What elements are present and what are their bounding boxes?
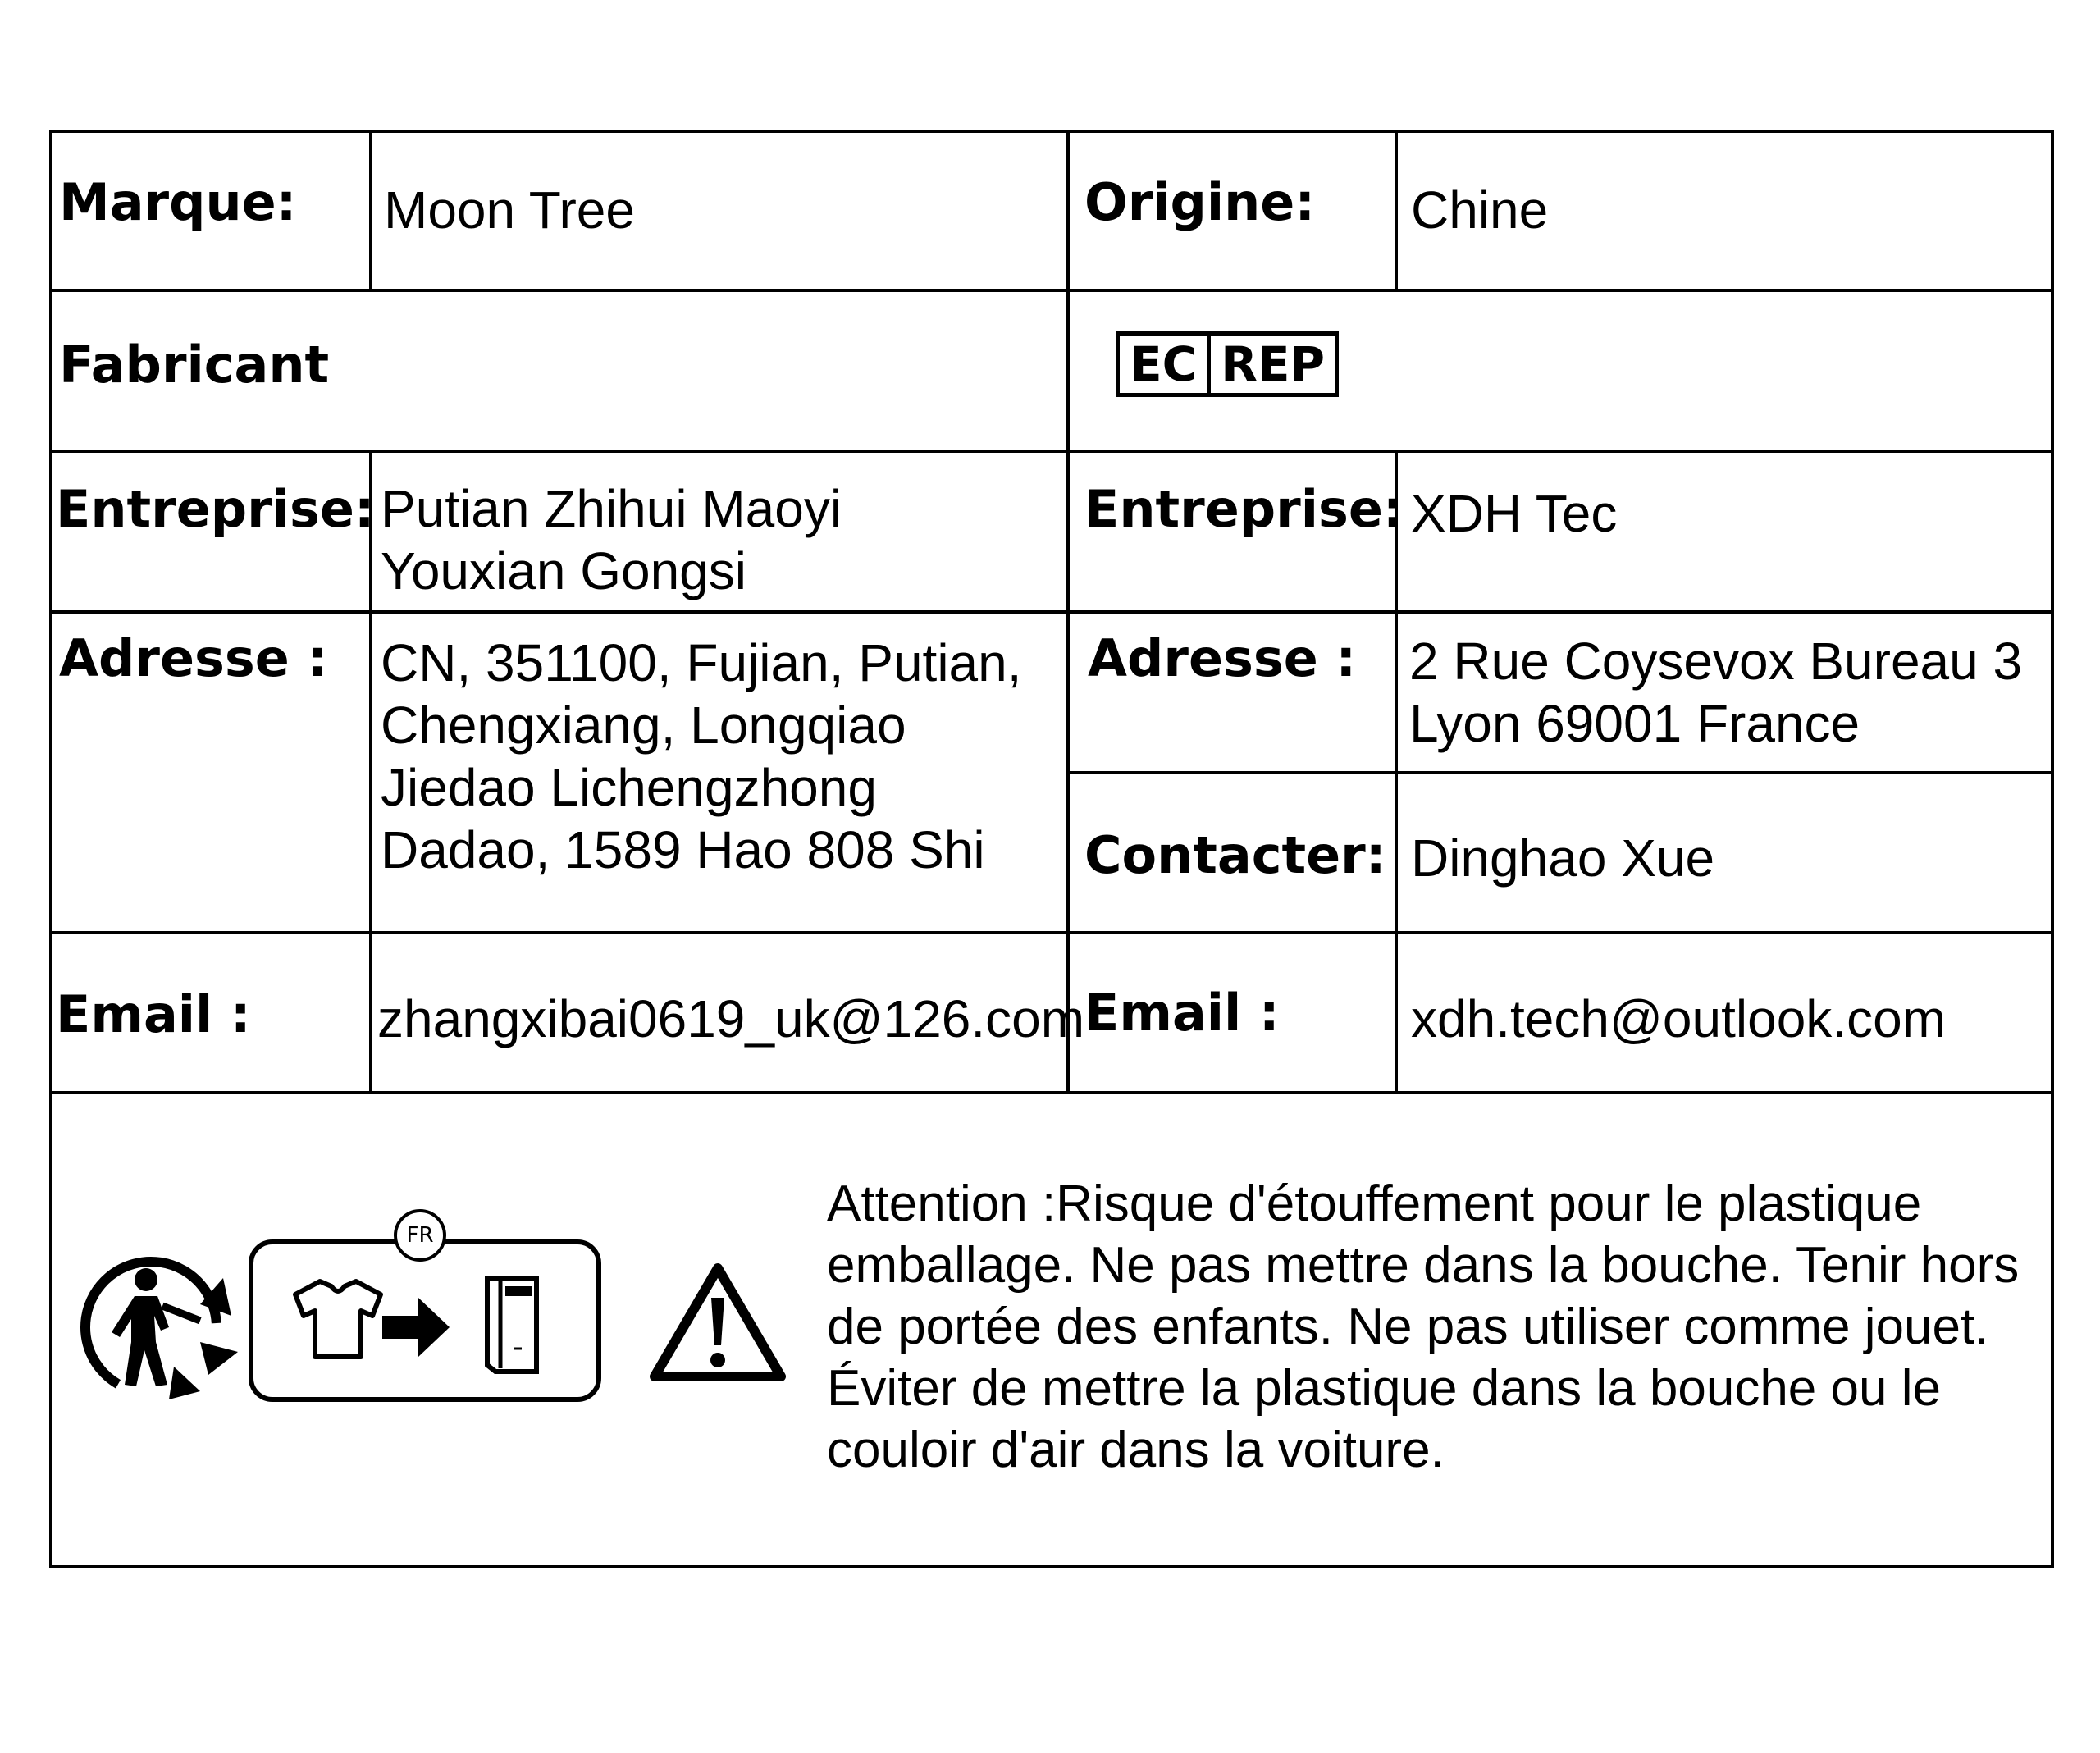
manufacturer-heading: Fabricant <box>59 335 330 395</box>
warning-triangle-icon <box>648 1262 788 1385</box>
row-divider <box>49 450 2054 453</box>
brand-label: Marque: <box>59 172 297 232</box>
row-divider <box>49 610 2054 614</box>
representative-email-value: xdh.tech@outlook.com <box>1411 989 1946 1048</box>
manufacturer-email-value: zhangxibai0619_uk@126.com <box>377 989 1084 1048</box>
triman-icon <box>77 1245 249 1409</box>
rep-badge-text: REP <box>1221 336 1325 392</box>
product-label <box>49 130 2054 1568</box>
row-divider <box>49 931 2054 934</box>
column-divider <box>1395 450 1398 1093</box>
origin-label: Origine: <box>1084 172 1316 232</box>
representative-email-label: Email : <box>1084 983 1280 1043</box>
representative-company-value: XDH Tec <box>1411 484 1618 543</box>
row-divider <box>49 289 2054 292</box>
representative-contact-value: Dinghao Xue <box>1411 829 1715 888</box>
row-divider <box>49 1091 2054 1094</box>
representative-contact-label: Contacter: <box>1084 825 1386 885</box>
column-divider <box>1066 130 1070 1093</box>
manufacturer-address-label: Adresse : <box>59 628 328 688</box>
choking-warning-text: Attention :Risque d'étouffement pour le plastique emballage. Ne pas mettre dans la bouche. Tenir hors de portée des enfants. Ne pas utiliser comme jouet. Éviter de mettre la plastique dans la bouche ou le couloir d'air dans la voiture. <box>827 1176 2020 1478</box>
brand-value: Moon Tree <box>384 180 635 240</box>
representative-address-label: Adresse : <box>1088 628 1357 688</box>
manufacturer-address-value: CN, 351100, Fujian, Putian, Chengxiang, Longqiao Jiedao Lichengzhong Dadao, 1589 Hao 808 Shi <box>381 633 1022 879</box>
ec-badge-text: EC <box>1120 336 1211 393</box>
manufacturer-company-value: Putian Zhihui Maoyi Youxian Gongsi <box>381 479 842 600</box>
ec-rep-badge <box>1116 331 1339 397</box>
representative-company-label: Entreprise: <box>1084 479 1404 539</box>
manufacturer-email-label: Email : <box>56 984 251 1044</box>
column-divider <box>369 130 372 290</box>
column-divider <box>1395 130 1398 290</box>
origin-value: Chine <box>1411 180 1549 240</box>
column-divider <box>369 450 372 1093</box>
manufacturer-company-label: Entreprise: <box>56 479 375 539</box>
row-divider <box>1070 771 2054 774</box>
fr-badge: FR <box>394 1209 446 1262</box>
representative-address-value: 2 Rue Coysevox Bureau 3 Lyon 69001 France <box>1409 632 2023 753</box>
